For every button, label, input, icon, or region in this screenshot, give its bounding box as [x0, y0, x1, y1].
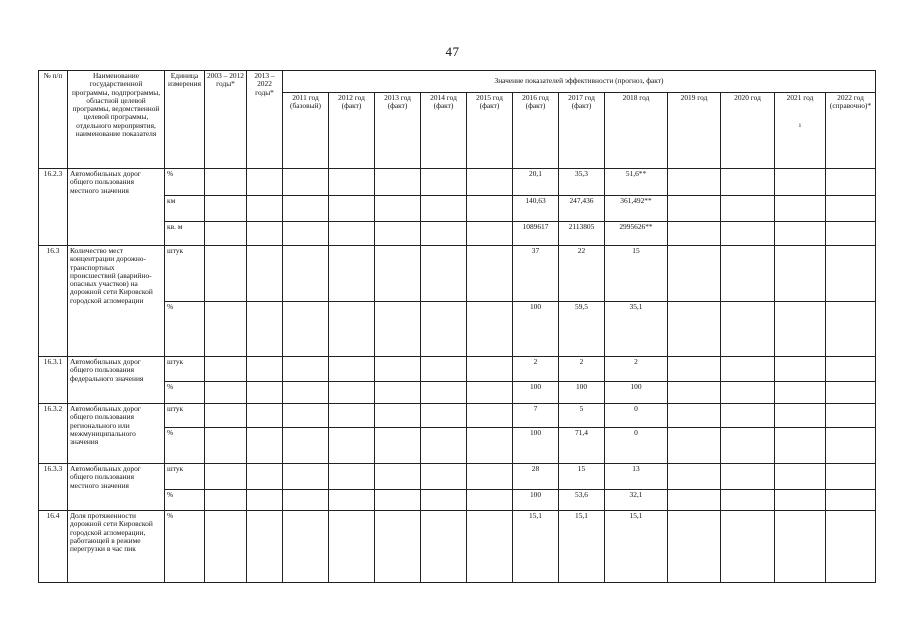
header-year-2017: 2017 год (факт): [559, 93, 605, 169]
value-2017: 71,4: [559, 428, 605, 464]
value-2017: 59,5: [559, 302, 605, 357]
value-2016: 20,1: [513, 169, 559, 196]
value-2018: 361,492**: [605, 196, 668, 222]
table-row: [39, 196, 876, 222]
header-year-2018: 2018 год: [605, 93, 668, 169]
value-2016: 37: [513, 246, 559, 302]
value-2016: 140,63: [513, 196, 559, 222]
table-row: [39, 428, 876, 464]
unit-cell: кв. м: [165, 222, 205, 246]
header-unit: Единица измерения: [165, 71, 205, 169]
value-2016: 100: [513, 428, 559, 464]
value-2016: 100: [513, 302, 559, 357]
header-year-2021: 2021 год ı: [775, 93, 826, 169]
row-number: 16.3: [39, 246, 68, 357]
table-row: [39, 357, 876, 382]
table-row: [39, 404, 876, 428]
unit-cell: %: [165, 169, 205, 196]
value-2017: 22: [559, 246, 605, 302]
value-2018: 51,6**: [605, 169, 668, 196]
indicator-name: Количество мест концентрации дорожно-транспортных происшествий (аварийно-опасных участков) на дорожной сети Кировской городской агломерации: [68, 246, 165, 357]
value-2018: 15,1: [605, 511, 668, 583]
table-row: [39, 169, 876, 196]
header-year-2019: 2019 год: [668, 93, 721, 169]
header-num: № п/п: [39, 71, 68, 169]
indicators-table: [38, 70, 876, 583]
unit-cell: %: [165, 382, 205, 404]
value-2018: 0: [605, 428, 668, 464]
header-year-2011: 2011 год (базовый): [283, 93, 329, 169]
value-2016: 100: [513, 382, 559, 404]
value-2016: 15,1: [513, 511, 559, 583]
unit-cell: %: [165, 490, 205, 511]
value-2017: 2113805: [559, 222, 605, 246]
value-2017: 35,3: [559, 169, 605, 196]
unit-cell: штук: [165, 464, 205, 490]
header-year-2014: 2014 год (факт): [421, 93, 467, 169]
value-2017: 100: [559, 382, 605, 404]
row-number: 16.4: [39, 511, 68, 583]
value-2017: 5: [559, 404, 605, 428]
value-2018: 13: [605, 464, 668, 490]
header-year-2013: 2013 год (факт): [375, 93, 421, 169]
header-year-2022: 2022 год (справочно)*: [826, 93, 876, 169]
value-2018: 0: [605, 404, 668, 428]
header-year-2012: 2012 год (факт): [329, 93, 375, 169]
value-2018: 2: [605, 357, 668, 382]
value-2016: 2: [513, 357, 559, 382]
unit-cell: штук: [165, 357, 205, 382]
header-period-2003-2012: 2003 – 2012 годы*: [205, 71, 247, 169]
indicator-name: Доля протяженности дорожной сети Кировской городской агломерации, работающей в режиме перегрузки в час пик: [68, 511, 165, 583]
header-year-2015: 2015 год (факт): [467, 93, 513, 169]
header-year-2020: 2020 год: [721, 93, 775, 169]
value-2017: 2: [559, 357, 605, 382]
value-2018: 100: [605, 382, 668, 404]
value-2018: 15: [605, 246, 668, 302]
table-row: [39, 302, 876, 357]
indicator-name: Автомобильных дорог общего пользования местного значения: [68, 169, 165, 246]
value-2018: 35,1: [605, 302, 668, 357]
table-row: [39, 382, 876, 404]
row-number: 16.3.3: [39, 464, 68, 511]
value-2016: 7: [513, 404, 559, 428]
row-number: 16.3.2: [39, 404, 68, 464]
header-year-2016: 2016 год (факт): [513, 93, 559, 169]
indicator-name: Автомобильных дорог общего пользования регионального или межмуниципального значения: [68, 404, 165, 464]
table-row: [39, 246, 876, 302]
value-2017: 247,436: [559, 196, 605, 222]
unit-cell: штук: [165, 246, 205, 302]
table-row: [39, 464, 876, 490]
value-2016: 1089617: [513, 222, 559, 246]
value-2017: 15,1: [559, 511, 605, 583]
value-2017: 15: [559, 464, 605, 490]
value-2016: 28: [513, 464, 559, 490]
value-2016: 100: [513, 490, 559, 511]
indicator-name: Автомобильных дорог общего пользования федерального значения: [68, 357, 165, 404]
unit-cell: %: [165, 428, 205, 464]
table-row: [39, 511, 876, 583]
unit-cell: км: [165, 196, 205, 222]
row-number: 16.3.1: [39, 357, 68, 404]
unit-cell: %: [165, 302, 205, 357]
page-number: 47: [445, 44, 460, 59]
unit-cell: штук: [165, 404, 205, 428]
value-2017: 53,6: [559, 490, 605, 511]
unit-cell: %: [165, 511, 205, 583]
indicator-name: Автомобильных дорог общего пользования местного значения: [68, 464, 165, 511]
header-period-2013-2022: 2013 – 2022 годы*: [247, 71, 283, 169]
row-number: 16.2.3: [39, 169, 68, 246]
value-2018: 32,1: [605, 490, 668, 511]
table-row: [39, 222, 876, 246]
header-name: Наименование государственной программы, подпрограммы, областной целевой программы, ведомственной целевой программы, отдельного мероприятия, наименование показателя: [68, 71, 165, 169]
header-indicators-group: Значение показателей эффективности (прогноз, факт): [283, 71, 876, 93]
value-2018: 2995626**: [605, 222, 668, 246]
table-row: [39, 490, 876, 511]
